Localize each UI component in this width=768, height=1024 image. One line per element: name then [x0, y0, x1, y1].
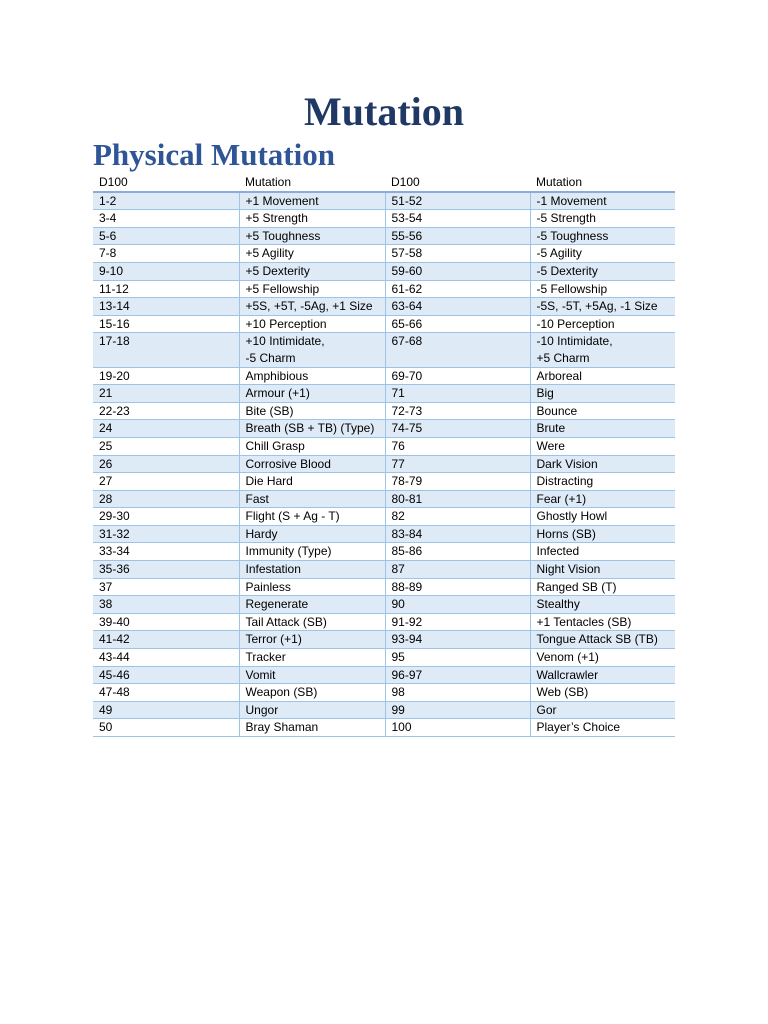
mutation-right: Brute [530, 420, 675, 438]
table-row [93, 561, 675, 579]
roll-range-left: 38 [93, 596, 239, 614]
roll-range-left: 24 [93, 420, 239, 438]
roll-range-left: 27 [93, 473, 239, 491]
roll-range-right: 71 [385, 385, 530, 403]
roll-range-right: 90 [385, 596, 530, 614]
table-row [93, 613, 675, 631]
mutation-right: Bounce [530, 402, 675, 420]
mutation-right: Dark Vision [530, 455, 675, 473]
mutation-left: Vomit [239, 666, 385, 684]
mutation-right: -5S, -5T, +5Ag, -1 Size [530, 298, 675, 316]
mutation-left: Infestation [239, 561, 385, 579]
table-row [93, 315, 675, 333]
mutation-right: Tongue Attack SB (TB) [530, 631, 675, 649]
mutation-left: Tracker [239, 649, 385, 667]
roll-range-left: 35-36 [93, 561, 239, 579]
roll-range-right: 65-66 [385, 315, 530, 333]
mutation-left: Corrosive Blood [239, 455, 385, 473]
mutation-left: +5 Fellowship [239, 280, 385, 298]
roll-range-right: 61-62 [385, 280, 530, 298]
roll-range-right: 95 [385, 649, 530, 667]
roll-range-left: 47-48 [93, 684, 239, 702]
roll-range-right: 77 [385, 455, 530, 473]
mutation-right: -5 Strength [530, 210, 675, 228]
roll-range-left: 22-23 [93, 402, 239, 420]
roll-range-right: 74-75 [385, 420, 530, 438]
roll-range-left: 39-40 [93, 613, 239, 631]
table-row [93, 402, 675, 420]
mutation-left: Ungor [239, 701, 385, 719]
mutation-right: Ranged SB (T) [530, 578, 675, 596]
roll-range-left: 50 [93, 719, 239, 737]
roll-range-right: 51-52 [385, 192, 530, 210]
roll-range-right: 69-70 [385, 367, 530, 385]
roll-range-left: 21 [93, 385, 239, 403]
mutation-left: Fast [239, 490, 385, 508]
mutation-right: +1 Tentacles (SB) [530, 613, 675, 631]
roll-range-right: 78-79 [385, 473, 530, 491]
roll-range-right: 96-97 [385, 666, 530, 684]
mutation-left: Terror (+1) [239, 631, 385, 649]
header-mutation-left: Mutation [239, 174, 385, 192]
roll-range-left: 11-12 [93, 280, 239, 298]
table-row [93, 578, 675, 596]
table-row [93, 333, 675, 367]
table-row [93, 210, 675, 228]
table-row [93, 437, 675, 455]
roll-range-left: 29-30 [93, 508, 239, 526]
roll-range-left: 7-8 [93, 245, 239, 263]
roll-range-left: 9-10 [93, 262, 239, 280]
mutation-left: +10 Perception [239, 315, 385, 333]
roll-range-right: 82 [385, 508, 530, 526]
roll-range-left: 15-16 [93, 315, 239, 333]
mutation-left: Armour (+1) [239, 385, 385, 403]
mutation-left: +5 Toughness [239, 227, 385, 245]
table-row [93, 525, 675, 543]
mutation-right: -1 Movement [530, 192, 675, 210]
mutation-left: Immunity (Type) [239, 543, 385, 561]
table-row [93, 262, 675, 280]
table-row [93, 227, 675, 245]
mutation-left: Tail Attack (SB) [239, 613, 385, 631]
mutation-right: Ghostly Howl [530, 508, 675, 526]
section-heading: Physical Mutation [93, 137, 335, 172]
roll-range-left: 3-4 [93, 210, 239, 228]
roll-range-right: 87 [385, 561, 530, 579]
roll-range-right: 98 [385, 684, 530, 702]
roll-range-right: 100 [385, 719, 530, 737]
mutation-left: +5 Agility [239, 245, 385, 263]
table-row [93, 385, 675, 403]
table-header-row [93, 174, 675, 192]
mutation-right: Web (SB) [530, 684, 675, 702]
mutation-left: Regenerate [239, 596, 385, 614]
mutation-right: Stealthy [530, 596, 675, 614]
mutation-right: Fear (+1) [530, 490, 675, 508]
mutation-right: Night Vision [530, 561, 675, 579]
mutation-right: Wallcrawler [530, 666, 675, 684]
mutation-right: Infected [530, 543, 675, 561]
mutation-left: +1 Movement [239, 192, 385, 210]
roll-range-left: 28 [93, 490, 239, 508]
mutation-left: Amphibious [239, 367, 385, 385]
roll-range-right: 91-92 [385, 613, 530, 631]
roll-range-right: 57-58 [385, 245, 530, 263]
roll-range-left: 43-44 [93, 649, 239, 667]
mutation-right: Were [530, 437, 675, 455]
mutation-right: Horns (SB) [530, 525, 675, 543]
table-row [93, 280, 675, 298]
mutation-right: -5 Fellowship [530, 280, 675, 298]
roll-range-right: 83-84 [385, 525, 530, 543]
table-row [93, 455, 675, 473]
roll-range-right: 72-73 [385, 402, 530, 420]
table-row [93, 543, 675, 561]
table-row [93, 596, 675, 614]
mutation-right: Player’s Choice [530, 719, 675, 737]
mutation-right: Arboreal [530, 367, 675, 385]
roll-range-left: 33-34 [93, 543, 239, 561]
table-row [93, 719, 675, 737]
mutation-left: Hardy [239, 525, 385, 543]
table-row [93, 508, 675, 526]
table-row [93, 631, 675, 649]
table-row [93, 684, 675, 702]
header-d100-right: D100 [385, 174, 530, 192]
roll-range-left: 37 [93, 578, 239, 596]
roll-range-left: 41-42 [93, 631, 239, 649]
table-row [93, 367, 675, 385]
roll-range-left: 17-18 [93, 333, 239, 367]
mutation-left: +5S, +5T, -5Ag, +1 Size [239, 298, 385, 316]
mutation-right: -5 Dexterity [530, 262, 675, 280]
roll-range-right: 59-60 [385, 262, 530, 280]
roll-range-right: 55-56 [385, 227, 530, 245]
mutation-left: Die Hard [239, 473, 385, 491]
roll-range-left: 19-20 [93, 367, 239, 385]
roll-range-left: 26 [93, 455, 239, 473]
table-row [93, 245, 675, 263]
table-row [93, 192, 675, 210]
table-row [93, 701, 675, 719]
roll-range-right: 88-89 [385, 578, 530, 596]
roll-range-right: 85-86 [385, 543, 530, 561]
roll-range-left: 31-32 [93, 525, 239, 543]
roll-range-left: 1-2 [93, 192, 239, 210]
mutation-left: Bite (SB) [239, 402, 385, 420]
mutation-left: Weapon (SB) [239, 684, 385, 702]
roll-range-right: 76 [385, 437, 530, 455]
mutation-right: Venom (+1) [530, 649, 675, 667]
mutation-table [93, 174, 675, 737]
table-row [93, 420, 675, 438]
roll-range-right: 63-64 [385, 298, 530, 316]
mutation-left: +10 Intimidate, -5 Charm [239, 333, 385, 367]
mutation-left: Bray Shaman [239, 719, 385, 737]
roll-range-right: 80-81 [385, 490, 530, 508]
roll-range-left: 45-46 [93, 666, 239, 684]
table-row [93, 473, 675, 491]
table-row [93, 649, 675, 667]
mutation-left: Breath (SB + TB) (Type) [239, 420, 385, 438]
roll-range-right: 67-68 [385, 333, 530, 367]
mutation-left: Flight (S + Ag - T) [239, 508, 385, 526]
table-row [93, 298, 675, 316]
mutation-left: +5 Strength [239, 210, 385, 228]
mutation-left: +5 Dexterity [239, 262, 385, 280]
table-row [93, 490, 675, 508]
mutation-right: Distracting [530, 473, 675, 491]
mutation-right: Big [530, 385, 675, 403]
roll-range-left: 25 [93, 437, 239, 455]
page-title: Mutation [304, 89, 464, 134]
header-d100-left: D100 [93, 174, 239, 192]
roll-range-right: 99 [385, 701, 530, 719]
mutation-right: Gor [530, 701, 675, 719]
mutation-left: Chill Grasp [239, 437, 385, 455]
roll-range-left: 5-6 [93, 227, 239, 245]
mutation-right: -10 Perception [530, 315, 675, 333]
roll-range-right: 93-94 [385, 631, 530, 649]
mutation-right: -10 Intimidate, +5 Charm [530, 333, 675, 367]
roll-range-left: 49 [93, 701, 239, 719]
mutation-right: -5 Agility [530, 245, 675, 263]
table-row [93, 666, 675, 684]
header-mutation-right: Mutation [530, 174, 675, 192]
roll-range-right: 53-54 [385, 210, 530, 228]
mutation-right: -5 Toughness [530, 227, 675, 245]
roll-range-left: 13-14 [93, 298, 239, 316]
mutation-left: Painless [239, 578, 385, 596]
